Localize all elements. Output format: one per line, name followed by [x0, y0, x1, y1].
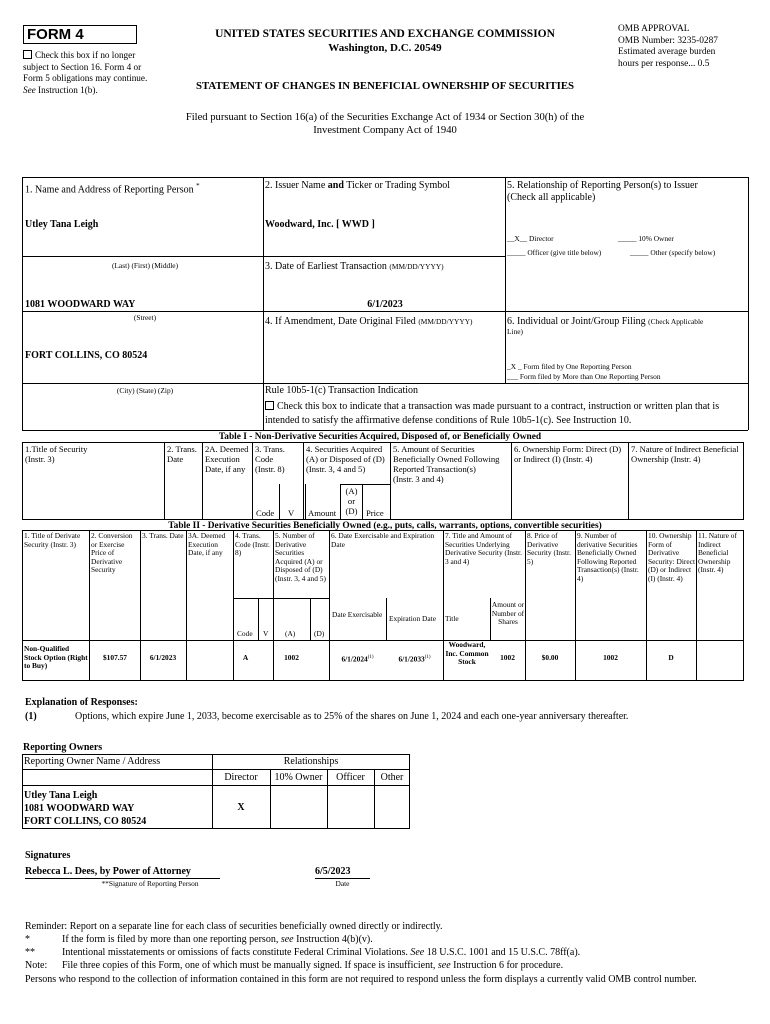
- reporting-owners-title: Reporting Owners: [23, 742, 103, 753]
- name-caption: (Last) (First) (Middle): [111, 261, 179, 270]
- t2-row-security: Non-Qualified Stock Option (Right to Buy): [24, 644, 88, 671]
- date-caption: Date: [335, 879, 350, 888]
- t2-row-code: A: [242, 653, 249, 662]
- t2-row-a: 1002: [284, 653, 299, 662]
- t1-h2a: 2A. Deemed Execution Date, if any: [205, 444, 249, 474]
- signer-caption: **Signature of Reporting Person: [101, 879, 199, 888]
- form-label: FORM 4: [23, 25, 137, 44]
- signature-date: 6/5/2023: [315, 866, 351, 877]
- t1-h7: 7. Nature of Indirect Beneficial Ownership (Instr. 4): [631, 444, 739, 464]
- t2-row-owned: 1002: [603, 653, 618, 662]
- t2-h3: 3. Trans. Date: [142, 531, 184, 540]
- t2-row-exercisable: 6/1/2024$^{(1)}$: [341, 654, 374, 664]
- t1-sub-aord: (A) or (D): [345, 486, 358, 516]
- filed-pursuant: Filed pursuant to Section 16(a) of the Securities Exchange Act of 1934 or Section 30(h) of the Investment Company Act of 1940: [185, 112, 585, 136]
- t2-row-form: D: [668, 653, 674, 662]
- t2-sub-a: (A): [285, 629, 296, 638]
- box6-label: 6. Individual or Joint/Group Filing (Check Applicable Line): [507, 316, 704, 336]
- t2-h2: 2. Conversion or Exercise Price of Derivative Security: [91, 531, 133, 575]
- statement-title: STATEMENT OF CHANGES IN BENEFICIAL OWNERSHIP OF SECURITIES: [195, 80, 575, 92]
- t1-sub-price: Price: [366, 508, 384, 518]
- t2-h1: 1. Title of Derivate Security (Instr. 3): [24, 531, 81, 549]
- t1-sub-code: Code: [256, 508, 275, 518]
- ten-percent-owner-option[interactable]: _____ 10% Owner: [618, 234, 674, 243]
- t2-h4: 4. Trans. Code (Instr. 8): [235, 531, 270, 558]
- director-option[interactable]: __X__ Director: [507, 234, 554, 243]
- col-relationships: Relationships: [283, 756, 339, 767]
- t1-h2: 2. Trans. Date: [167, 444, 197, 464]
- t1-h4: 4. Securities Acquired (A) or Disposed of (D) (Instr. 3, 4 and 5): [306, 444, 385, 474]
- explanation-text: Options, which expire June 1, 2033, become exercisable as to 25% of the shares on June 1, 2024 and each one-year anniversary thereafter.: [75, 711, 629, 722]
- issuer-name: Woodward, Inc. [ WWD ]: [265, 219, 375, 230]
- t2-h10: 10. Ownership Form of Derivative Security: Direct (D) or Indirect (I) (Instr. 4): [648, 531, 695, 583]
- reporting-person-city: FORT COLLINS, CO 80524: [25, 350, 148, 361]
- t2-sub-amount: Amount or Number of Shares: [491, 600, 525, 627]
- reporting-person-street: 1081 WOODWARD WAY: [25, 299, 136, 310]
- t2-row-title: Woodward, Inc. Common Stock: [445, 640, 489, 667]
- t2-sub-code: Code: [237, 629, 253, 638]
- commission-city: Washington, D.C. 20549: [328, 42, 442, 54]
- one-reporting-person-option[interactable]: _X _ Form filed by One Reporting Person: [507, 362, 632, 371]
- t1-h6: 6. Ownership Form: Direct (D) or Indirect (I) (Instr. 4): [514, 444, 622, 464]
- signer-name: Rebecca L. Dees, by Power of Attorney: [25, 866, 191, 877]
- table1-title: Table I - Non-Derivative Securities Acquired, Disposed of, or Beneficially Owned: [218, 432, 542, 442]
- explanation-num: (1): [25, 711, 37, 722]
- t2-h7: 7. Title and Amount of Securities Underlying Derivative Security (Instr. 3 and 4): [445, 531, 522, 566]
- footer-note-mark: Note:: [25, 960, 48, 971]
- t2-sub-d: (D): [314, 629, 325, 638]
- t1-h3: 3. Trans. Code (Instr. 8): [255, 444, 285, 474]
- rule-10b5-text: Check this box to indicate that a transaction was made pursuant to a contract, instruction or written plan that is intended to satisfy the affirmative defense conditions of Rule 10b5-1(c). See Instruction 10.: [265, 401, 720, 426]
- omb-approval: OMB APPROVAL OMB Number: 3235-0287 Estimated average burden hours per response... 0.5: [618, 24, 718, 69]
- box2-label: 2. Issuer Name and Ticker or Trading Symbol: [265, 180, 451, 191]
- city-caption: (City) (State) (Zip): [116, 386, 174, 395]
- col-ten-percent: 10% Owner: [274, 772, 323, 783]
- footer-star2: Intentional misstatements or omissions of facts constitute Federal Criminal Violations. See 18 U.S.C. 1001 and 15 U.S.C. 78ff(a).: [62, 947, 581, 958]
- t2-row-deriv-price: $0.00: [541, 653, 559, 662]
- rule-10b5-checkbox[interactable]: [265, 401, 274, 410]
- footer-star2-mark: **: [25, 947, 35, 958]
- street-caption: (Street): [133, 313, 157, 322]
- t1-h5: 5. Amount of Securities Beneficially Owned Following Reported Transaction(s) (Instr. 3 and 4): [393, 444, 500, 484]
- col-owner-name: Reporting Owner Name / Address: [24, 756, 161, 767]
- multiple-reporting-persons-option[interactable]: ___ Form filed by More than One Reporting Person: [507, 372, 661, 381]
- t2-h5: 5. Number of Derivative Securities Acquired (A) or Disposed of (D) (Instr. 3, 4 and 5): [275, 531, 326, 583]
- t2-row-date: 6/1/2023: [149, 653, 177, 662]
- earliest-transaction-date: 6/1/2023: [367, 299, 403, 310]
- box4-label: 4. If Amendment, Date Original Filed (MM/DD/YYYY): [265, 316, 473, 327]
- t2-h3a: 3A. Deemed Execution Date, if any: [188, 531, 226, 558]
- t2-h6: 6. Date Exercisable and Expiration Date: [331, 531, 435, 549]
- col-director: Director: [224, 772, 258, 783]
- owner-name: Utley Tana Leigh 1081 WOODWARD WAY FORT COLLINS, CO 80524: [24, 790, 147, 827]
- t2-row-amount: 1002: [500, 653, 515, 662]
- owner-director-mark: X: [237, 802, 245, 813]
- table2-title: Table II - Derivative Securities Beneficially Owned (e.g., puts, calls, warrants, options, convertible securities): [168, 521, 602, 531]
- officer-option[interactable]: _____ Officer (give title below): [507, 248, 602, 257]
- no-longer-subject-checkbox-text: Check this box if no longer subject to Section 16. Form 4 or Form 5 obligations may continue. See Instruction 1(b).: [23, 50, 148, 95]
- rule-10b5-title: Rule 10b5-1(c) Transaction Indication: [265, 385, 419, 396]
- other-option[interactable]: _____ Other (specify below): [630, 248, 716, 257]
- footer-persons: Persons who respond to the collection of information contained in this form are not required to respond unless the form displays a currently valid OMB control number.: [25, 974, 697, 985]
- t1-sub-amount: Amount: [308, 508, 337, 518]
- t2-h9: 9. Number of derivative Securities Beneficially Owned Following Reported Transaction(s) (Instr. 4): [577, 531, 639, 583]
- footer-star1: If the form is filed by more than one reporting person, see Instruction 4(b)(v).: [62, 934, 373, 945]
- col-other: Other: [380, 772, 404, 783]
- reporting-person-name: Utley Tana Leigh: [25, 219, 99, 230]
- t2-row-expiration: 6/1/2033$^{(1)}$: [398, 654, 431, 664]
- t1-h1: 1.Title of Security (Instr. 3): [25, 444, 88, 464]
- t2-row-price: $107.57: [102, 653, 128, 662]
- footer-star1-mark: *: [25, 934, 30, 945]
- box3-label: 3. Date of Earliest Transaction (MM/DD/YYYY): [265, 261, 444, 272]
- col-officer: Officer: [336, 772, 365, 783]
- footer-reminder: Reminder: Report on a separate line for each class of securities beneficially owned directly or indirectly.: [25, 921, 443, 932]
- t2-sub-date-ex: Date Exercisable: [332, 610, 383, 619]
- t2-h8: 8. Price of Derivative Security (Instr. 5): [527, 531, 571, 566]
- t2-sub-title: Title: [445, 614, 459, 623]
- box5-label: 5. Relationship of Reporting Person(s) to Issuer (Check all applicable): [507, 180, 698, 203]
- footer-note: File three copies of this Form, one of which must be manually signed. If space is insufficient, see Instruction 6 for procedure.: [62, 960, 564, 971]
- signatures-title: Signatures: [25, 850, 71, 861]
- explanation-title: Explanation of Responses:: [25, 697, 138, 708]
- no-longer-subject-checkbox[interactable]: [23, 50, 32, 59]
- commission-title: UNITED STATES SECURITIES AND EXCHANGE COMMISSION: [215, 28, 555, 40]
- t1-sub-v: V: [288, 508, 295, 518]
- t2-sub-exp: Expiration Date: [389, 614, 436, 623]
- t2-h11: 11. Nature of Indirect Beneficial Ownership (Instr. 4): [698, 531, 737, 575]
- box1-label: 1. Name and Address of Reporting Person *: [25, 182, 200, 196]
- t2-sub-v: V: [263, 629, 269, 638]
